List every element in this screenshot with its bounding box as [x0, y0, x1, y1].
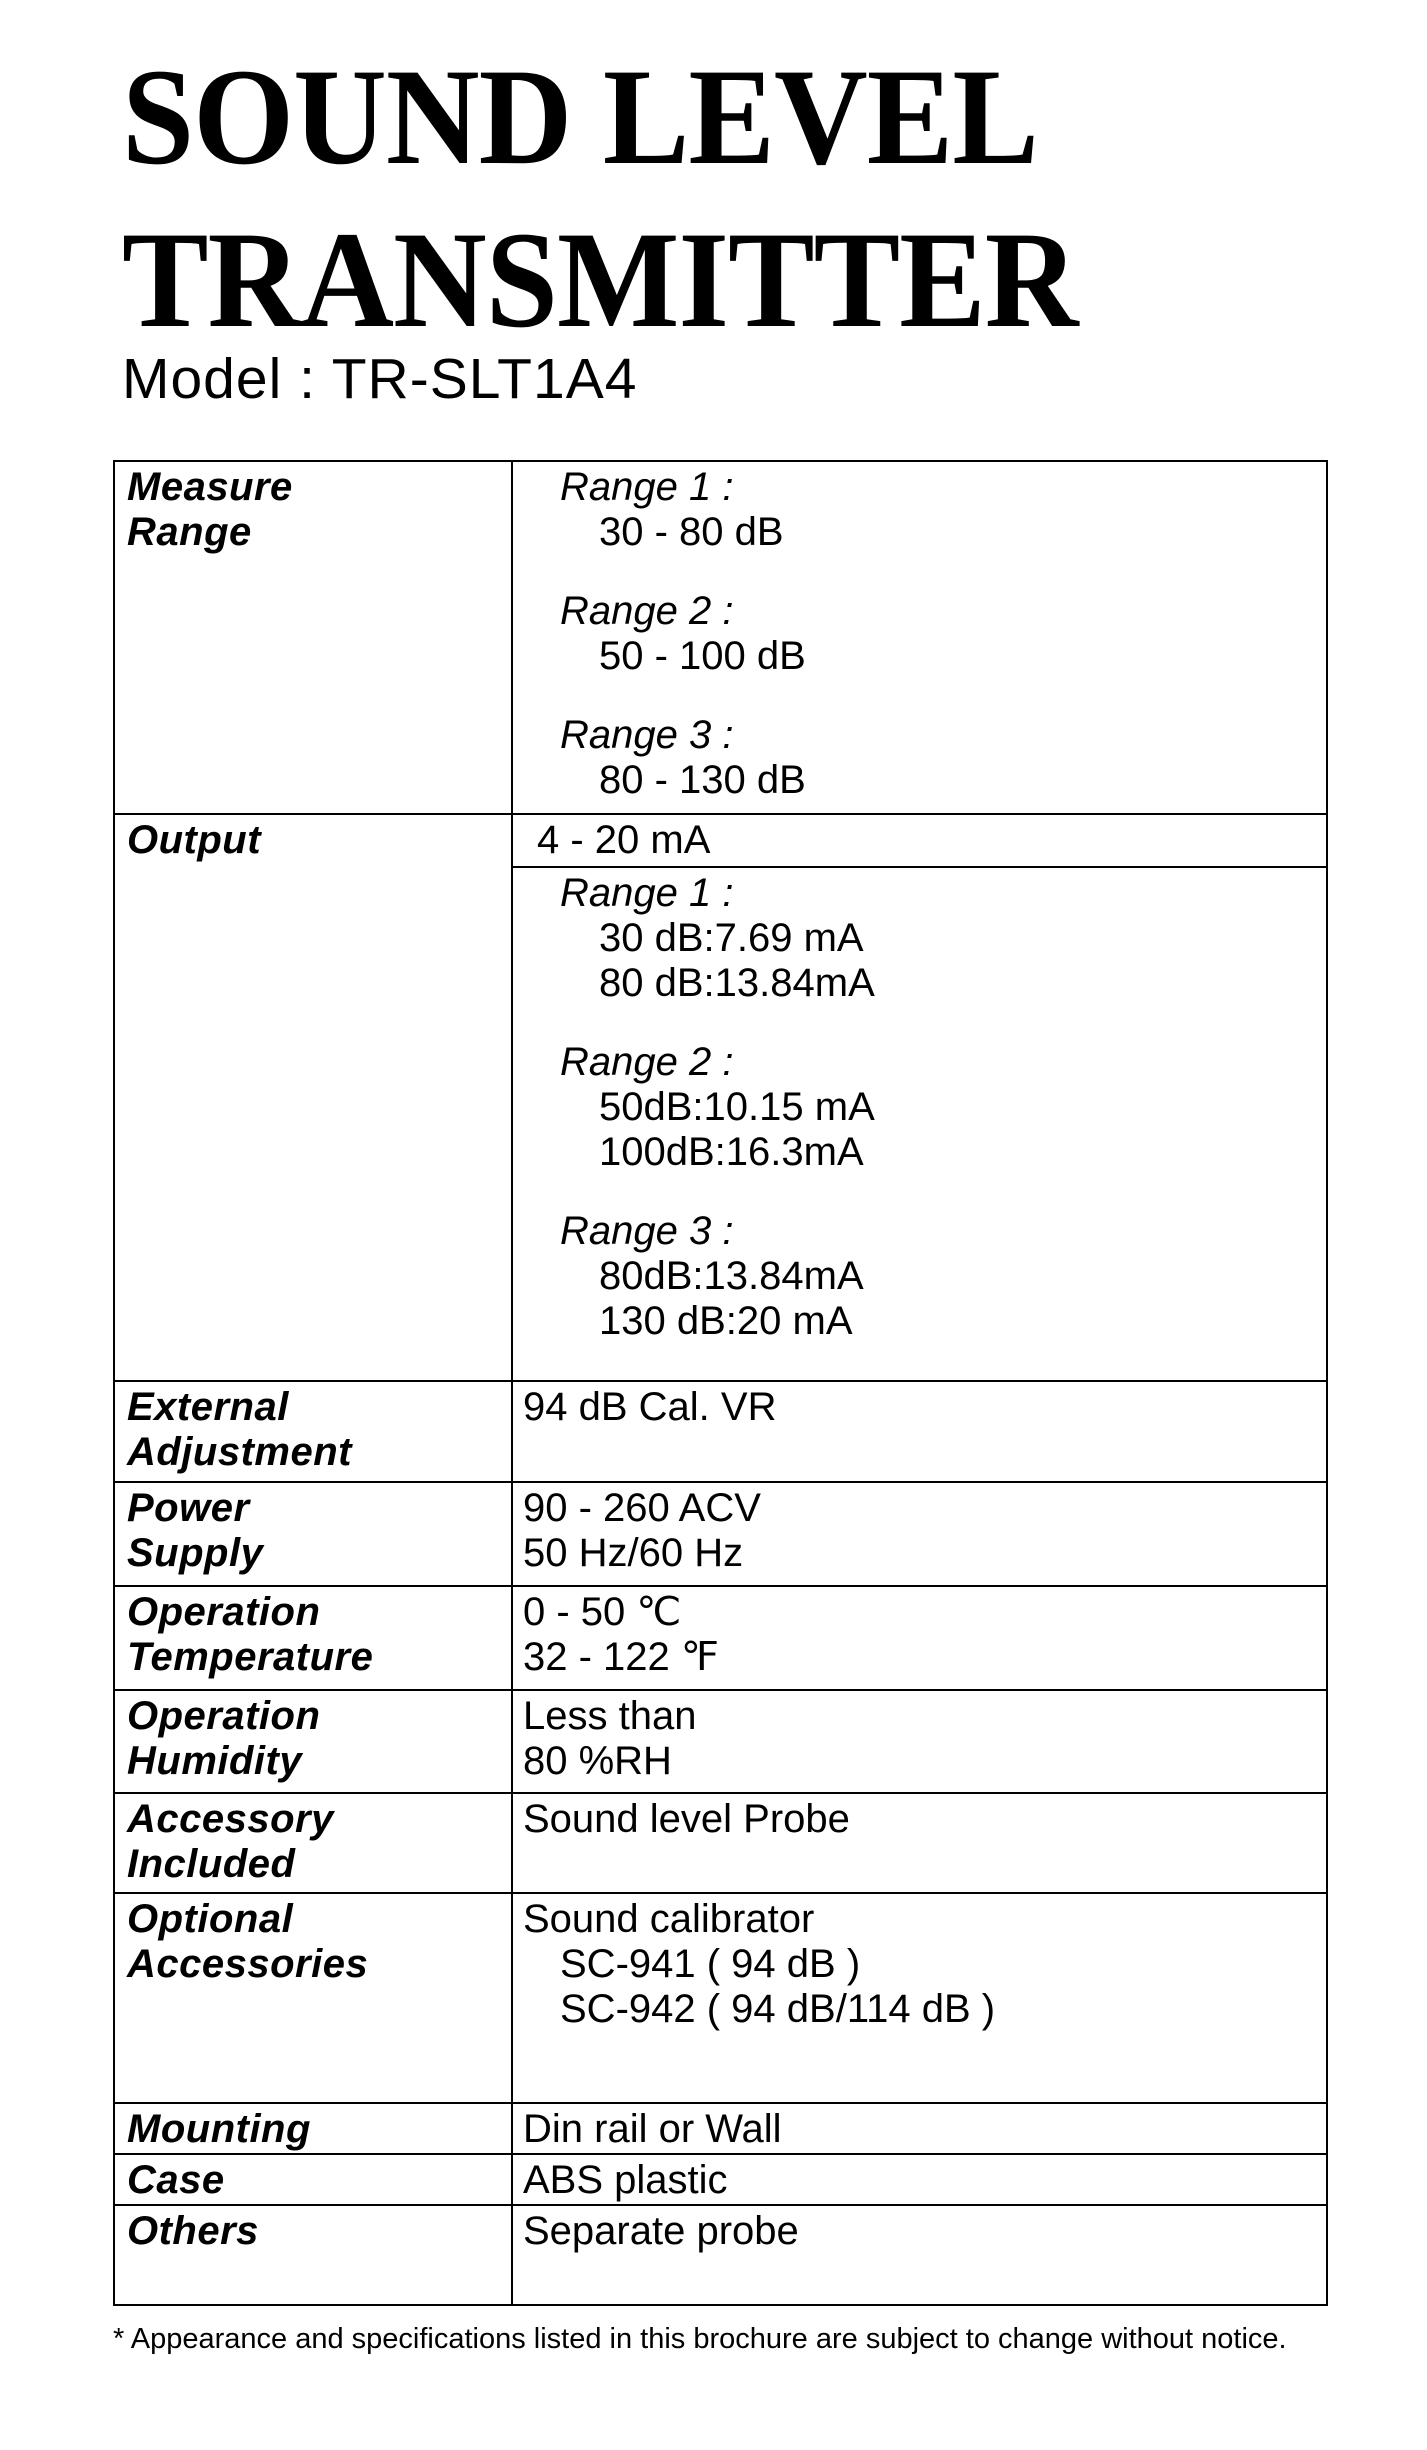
- range-group: [523, 589, 1318, 679]
- range-heading: Range 2 :: [560, 1040, 734, 1084]
- spec-value-line: Separate probe: [523, 2209, 799, 2253]
- label-line: Output: [127, 818, 262, 862]
- label-line: Temperature: [127, 1635, 374, 1679]
- spec-label-power-supply: [115, 1481, 511, 1585]
- spec-value-optional-accessories: [511, 1892, 1326, 2102]
- range-value: 30 - 80 dB: [599, 510, 784, 554]
- label-line: Case: [127, 2158, 225, 2202]
- model-number: Model : TR-SLT1A4: [122, 347, 638, 411]
- spec-value-mounting: [511, 2102, 1326, 2153]
- label-line: Operation: [127, 1694, 321, 1738]
- range-value: 80dB:13.84mA: [599, 1254, 864, 1298]
- range-heading: Range 1 :: [560, 465, 734, 509]
- label-line: External: [127, 1385, 289, 1429]
- range-group: [523, 871, 1318, 1006]
- spec-value-line: 32 - 122 ℉: [523, 1635, 719, 1679]
- spec-value-line: 0 - 50 ℃: [523, 1590, 682, 1634]
- label-line: Supply: [127, 1531, 264, 1575]
- range-value: 50 - 100 dB: [599, 634, 806, 678]
- range-value: 50dB:10.15 mA: [599, 1085, 875, 1129]
- label-line: Measure: [127, 465, 293, 509]
- footnote: * Appearance and specifications listed in this brochure are subject to change without notice.: [113, 2323, 1287, 2355]
- spec-label-others: [115, 2204, 511, 2304]
- label-line: Mounting: [127, 2107, 311, 2151]
- spec-value-line: 50 Hz/60 Hz: [523, 1531, 744, 1575]
- label-line: Adjustment: [127, 1430, 352, 1474]
- label-line: Accessories: [127, 1942, 369, 1986]
- output-current-range: 4 - 20 mA: [513, 815, 1326, 868]
- spec-value-power-supply: [511, 1481, 1326, 1585]
- label-line: Power: [127, 1486, 250, 1530]
- spec-value-line: Less than: [523, 1694, 697, 1738]
- spec-value-operation-temperature: [511, 1585, 1326, 1689]
- title-line-2: TRANSMITTER: [122, 203, 1078, 356]
- range-group: [523, 1040, 1318, 1175]
- output-range-details: [513, 868, 1326, 1344]
- range-heading: Range 3 :: [560, 713, 734, 757]
- range-group: [523, 1209, 1318, 1344]
- spec-value-others: [511, 2204, 1326, 2304]
- range-value: 100dB:16.3mA: [599, 1130, 864, 1174]
- spec-value-measure-range: [511, 462, 1326, 813]
- spec-value-line: Din rail or Wall: [523, 2107, 782, 2151]
- label-line: Accessory: [127, 1797, 334, 1841]
- range-heading: Range 3 :: [560, 1209, 734, 1253]
- spec-value-line: ABS plastic: [523, 2158, 728, 2202]
- range-heading: Range 1 :: [560, 871, 734, 915]
- range-group: [523, 465, 1318, 555]
- spec-label-optional-accessories: [115, 1892, 511, 2102]
- title-line-1: SOUND LEVEL: [122, 40, 1038, 193]
- range-group: [523, 713, 1318, 803]
- spec-label-measure-range: [115, 462, 511, 813]
- spec-value-case: [511, 2153, 1326, 2204]
- label-line: Range: [127, 510, 252, 554]
- label-line: Humidity: [127, 1739, 303, 1783]
- page-title: [122, 35, 1078, 361]
- spec-value-line: SC-941 ( 94 dB ): [560, 1942, 861, 1986]
- spec-label-operation-temperature: [115, 1585, 511, 1689]
- spec-label-output: [115, 813, 511, 1380]
- spec-label-external-adjustment: [115, 1380, 511, 1481]
- spec-value-line: 94 dB Cal. VR: [523, 1385, 777, 1429]
- range-value: 80 - 130 dB: [599, 758, 806, 802]
- label-line: Included: [127, 1842, 296, 1886]
- spec-label-accessory-included: [115, 1792, 511, 1892]
- spec-label-mounting: [115, 2102, 511, 2153]
- spec-value-line: SC-942 ( 94 dB/114 dB ): [560, 1987, 996, 2031]
- spec-label-case: [115, 2153, 511, 2204]
- spec-label-operation-humidity: [115, 1689, 511, 1792]
- spec-value-line: Sound calibrator: [523, 1897, 815, 1941]
- label-line: Optional: [127, 1897, 294, 1941]
- range-value: 80 dB:13.84mA: [599, 961, 875, 1005]
- spec-value-line: Sound level Probe: [523, 1797, 850, 1841]
- label-line: Operation: [127, 1590, 321, 1634]
- spec-value-output: [511, 813, 1326, 1380]
- spec-table: [113, 460, 1328, 2306]
- label-line: Others: [127, 2209, 259, 2253]
- spec-value-accessory-included: [511, 1792, 1326, 1892]
- range-heading: Range 2 :: [560, 589, 734, 633]
- spec-value-line: 80 %RH: [523, 1739, 672, 1783]
- range-value: 30 dB:7.69 mA: [599, 916, 864, 960]
- spec-value-line: 90 - 260 ACV: [523, 1486, 761, 1530]
- spec-value-operation-humidity: [511, 1689, 1326, 1792]
- spec-value-external-adjustment: [511, 1380, 1326, 1481]
- range-value: 130 dB:20 mA: [599, 1299, 853, 1343]
